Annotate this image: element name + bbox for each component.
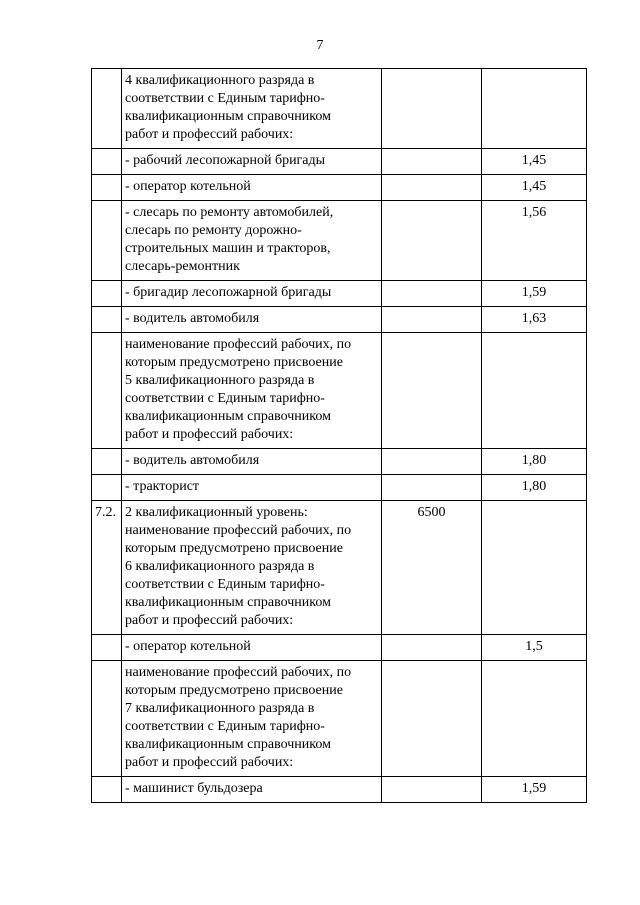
table-row xyxy=(92,69,587,149)
base-salary-cell xyxy=(382,201,482,281)
row-number-cell xyxy=(92,449,122,475)
profession-description-cell: - водитель автомобиля xyxy=(122,307,382,333)
table-row xyxy=(92,201,587,281)
row-number-cell: 7.2. xyxy=(92,501,122,635)
coefficient-cell: 1,59 xyxy=(482,777,587,803)
base-salary-cell xyxy=(382,449,482,475)
table-row xyxy=(92,307,587,333)
base-salary-cell xyxy=(382,635,482,661)
row-number-cell xyxy=(92,201,122,281)
row-number-cell xyxy=(92,281,122,307)
coefficient-cell xyxy=(482,501,587,635)
profession-description-cell: - тракторист xyxy=(122,475,382,501)
coefficient-cell: 1,63 xyxy=(482,307,587,333)
coefficient-cell: 1,59 xyxy=(482,281,587,307)
base-salary-cell xyxy=(382,307,482,333)
profession-description-cell: - слесарь по ремонту автомобилей, слесарь по ремонту дорожно- строительных машин и тракторов, слесарь-ремонтник xyxy=(122,201,382,281)
base-salary-cell xyxy=(382,69,482,149)
table-row xyxy=(92,777,587,803)
coefficient-cell: 1,80 xyxy=(482,475,587,501)
qualification-table xyxy=(91,68,587,803)
table-body xyxy=(92,69,587,803)
profession-description-cell: - бригадир лесопожарной бригады xyxy=(122,281,382,307)
row-number-cell xyxy=(92,307,122,333)
profession-description-cell: 2 квалификационный уровень: наименование профессий рабочих, по которым предусмотрено присвоение 6 квалификационного разряда в соответствии с Единым тарифно- квалификационным справочником работ и профессий рабочих: xyxy=(122,501,382,635)
table-row xyxy=(92,149,587,175)
base-salary-cell xyxy=(382,333,482,449)
profession-description-cell: - машинист бульдозера xyxy=(122,777,382,803)
profession-description-cell: - оператор котельной xyxy=(122,635,382,661)
coefficient-cell: 1,80 xyxy=(482,449,587,475)
coefficient-cell: 1,45 xyxy=(482,149,587,175)
row-number-cell xyxy=(92,777,122,803)
row-number-cell xyxy=(92,635,122,661)
profession-description-cell: - рабочий лесопожарной бригады xyxy=(122,149,382,175)
profession-description-cell: - оператор котельной xyxy=(122,175,382,201)
table-row xyxy=(92,449,587,475)
base-salary-cell xyxy=(382,175,482,201)
coefficient-cell: 1,45 xyxy=(482,175,587,201)
table-row xyxy=(92,175,587,201)
row-number-cell xyxy=(92,333,122,449)
row-number-cell xyxy=(92,69,122,149)
table-row xyxy=(92,661,587,777)
row-number-cell xyxy=(92,175,122,201)
base-salary-cell xyxy=(382,475,482,501)
base-salary-cell xyxy=(382,777,482,803)
base-salary-cell xyxy=(382,149,482,175)
table-row xyxy=(92,501,587,635)
table-row xyxy=(92,281,587,307)
coefficient-cell: 1,56 xyxy=(482,201,587,281)
base-salary-cell xyxy=(382,281,482,307)
coefficient-cell xyxy=(482,69,587,149)
row-number-cell xyxy=(92,661,122,777)
row-number-cell xyxy=(92,149,122,175)
table-row xyxy=(92,635,587,661)
profession-description-cell: наименование профессий рабочих, по которым предусмотрено присвоение 5 квалификационного разряда в соответствии с Единым тарифно- квалификационным справочником работ и профессий рабочих: xyxy=(122,333,382,449)
table-row xyxy=(92,333,587,449)
row-number-cell xyxy=(92,475,122,501)
page-number: 7 xyxy=(316,38,324,53)
table-row xyxy=(92,475,587,501)
profession-description-cell: 4 квалификационного разряда в соответствии с Единым тарифно- квалификационным справочником работ и профессий рабочих: xyxy=(122,69,382,149)
profession-description-cell: - водитель автомобиля xyxy=(122,449,382,475)
profession-description-cell: наименование профессий рабочих, по которым предусмотрено присвоение 7 квалификационного разряда в соответствии с Единым тарифно- квалификационным справочником работ и профессий рабочих: xyxy=(122,661,382,777)
coefficient-cell xyxy=(482,661,587,777)
base-salary-cell xyxy=(382,661,482,777)
coefficient-cell: 1,5 xyxy=(482,635,587,661)
coefficient-cell xyxy=(482,333,587,449)
base-salary-cell: 6500 xyxy=(382,501,482,635)
